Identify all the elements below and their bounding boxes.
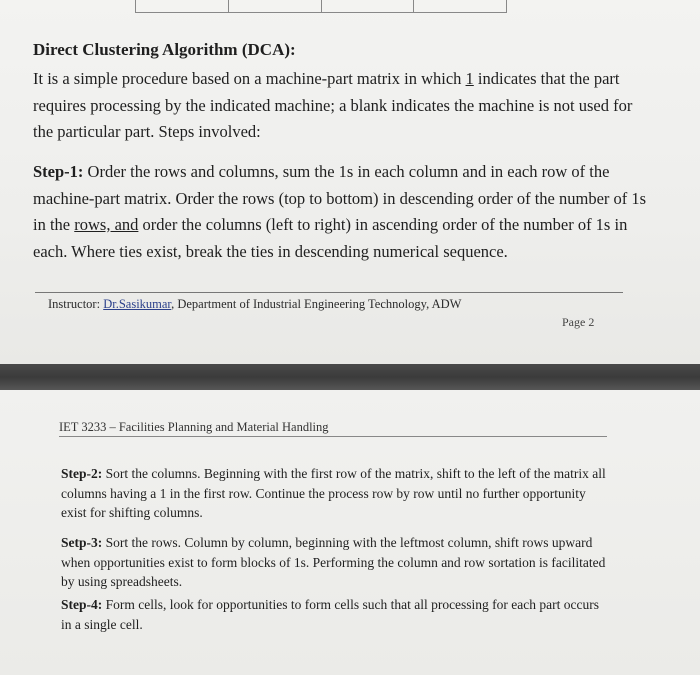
top-table-border bbox=[135, 0, 507, 13]
instructor-name: Dr.Sasikumar bbox=[103, 297, 172, 311]
intro-text-end: indicates that the part requires processing by the indicated machine; a blank indicates the machine is not used for the particular part. Steps involved: bbox=[33, 69, 633, 141]
step-4-label: Step-4: bbox=[61, 597, 103, 612]
step-2-label: Step-2: bbox=[61, 466, 103, 481]
intro-paragraph bbox=[33, 66, 648, 146]
step-3-text: Sort the rows. Column by column, beginning with the leftmost column, shift rows upward when opportunities exist to form blocks of 1s. Performing the column and row sortation is facilitated by using spreadsheets. bbox=[61, 535, 606, 589]
step-3-label: Setp-3: bbox=[61, 535, 103, 550]
step-1-paragraph bbox=[33, 159, 648, 265]
page-gap bbox=[0, 364, 700, 390]
header-divider bbox=[59, 436, 607, 437]
intro-text-start: It is a simple procedure based on a machine-part matrix in which bbox=[33, 69, 466, 88]
step-2-paragraph bbox=[61, 464, 611, 523]
intro-underlined-one: 1 bbox=[465, 69, 474, 88]
footer-divider bbox=[35, 292, 623, 293]
page-header: IET 3233 – Facilities Planning and Material Handling bbox=[59, 420, 329, 434]
footer-prefix: Instructor: bbox=[48, 297, 104, 311]
step-4-text: Form cells, look for opportunities to form cells such that all processing for each part occurs in a single cell. bbox=[61, 597, 599, 632]
step-2-text: Sort the columns. Beginning with the first row of the matrix, shift to the left of the matrix all columns having a 1 in the first row. Continue the process row by row until no further opportunity exist for shifting columns. bbox=[61, 466, 606, 520]
step-4-paragraph bbox=[61, 595, 611, 634]
page-number: Page 2 bbox=[562, 315, 595, 329]
step-1-underlined-phrase: rows, and bbox=[74, 215, 139, 234]
footer-department: , Department of Industrial Engineering Technology, ADW bbox=[171, 297, 462, 311]
page-footer bbox=[48, 297, 461, 312]
step-1-text-end: order the columns (left to right) in ascending order of the number of 1s in each. Where ties exist, break the ties in descending numerical sequence. bbox=[33, 215, 628, 261]
section-heading: Direct Clustering Algorithm (DCA): bbox=[33, 40, 296, 59]
step-1-text-start: Order the rows and columns, sum the 1s in each column and in each row of the machine-part matrix. Order the rows (top to bottom) in descending order of the number of 1s in the bbox=[33, 162, 647, 234]
step-3-paragraph bbox=[61, 533, 611, 592]
document-page-bottom bbox=[0, 390, 700, 675]
step-1-label: Step-1: bbox=[33, 162, 84, 181]
